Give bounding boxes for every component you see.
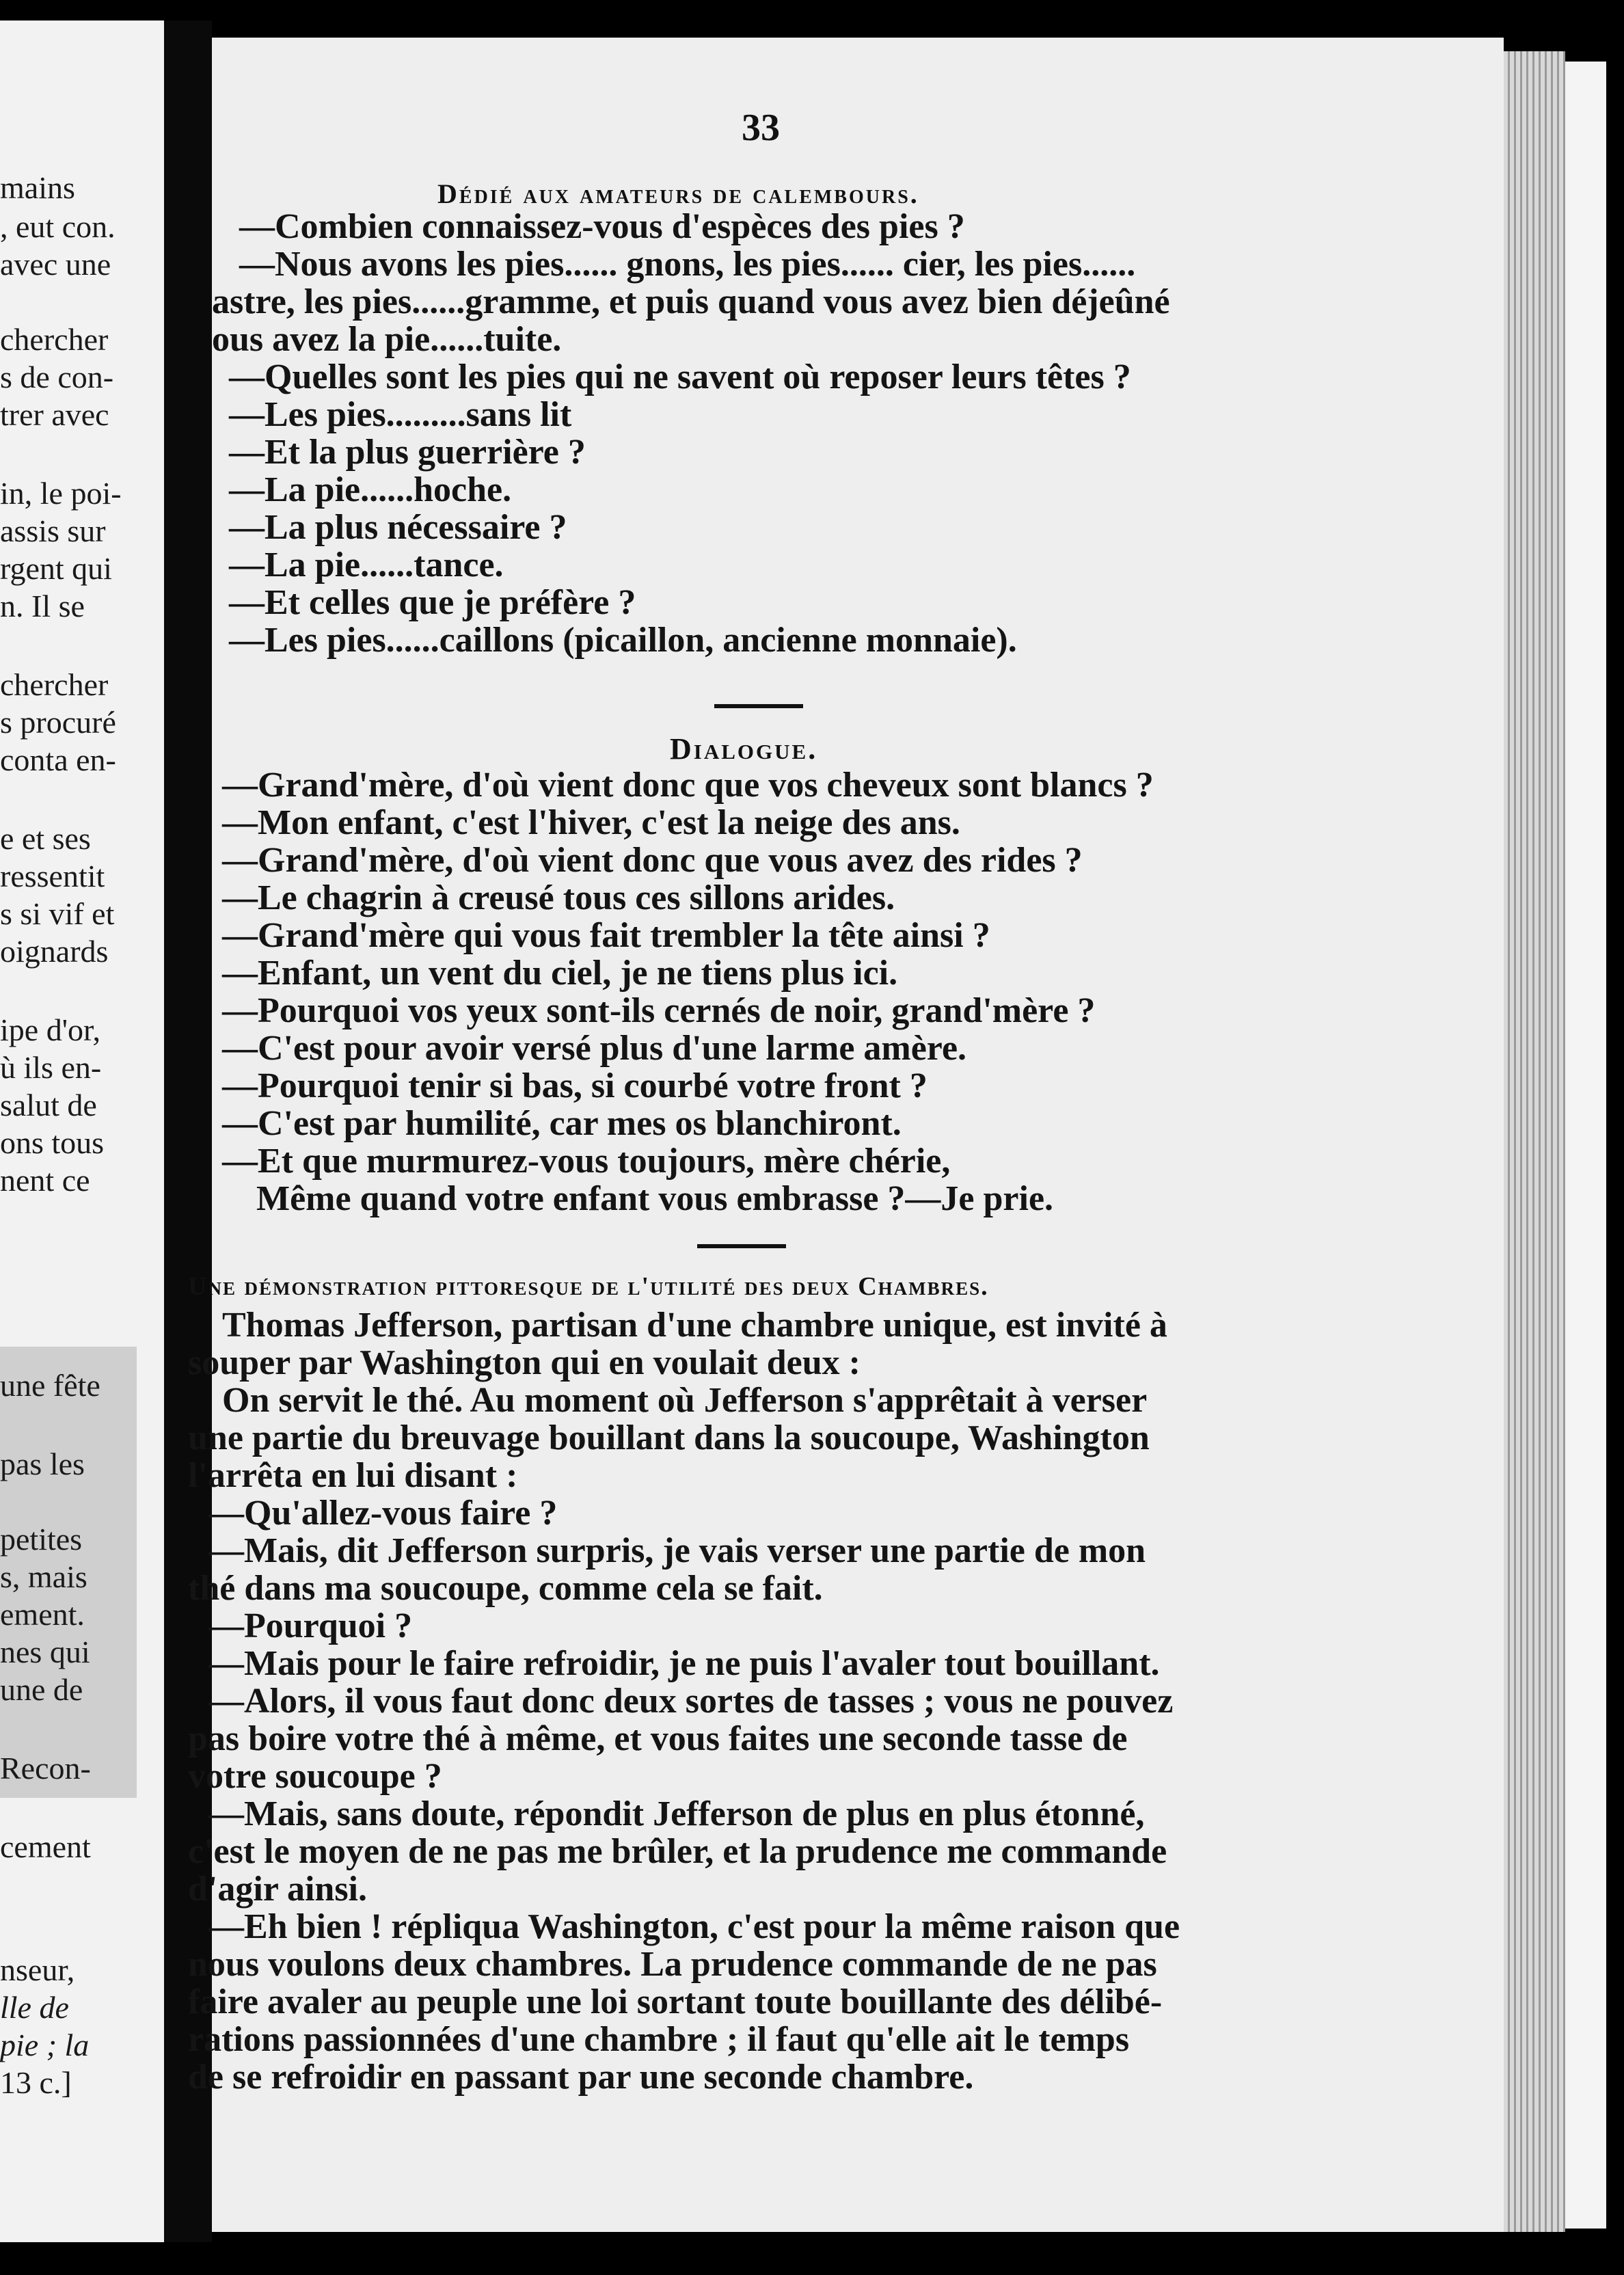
text-line: —Et la plus guerrière ? [229, 433, 586, 472]
text-line: souper par Washington qui en voulait deux : [188, 1343, 861, 1382]
text-line: Thomas Jefferson, partisan d'une chambre unique, est invité à [222, 1306, 1167, 1345]
text-line: votre soucoupe ? [188, 1757, 442, 1796]
text-line: —Combien connaissez-vous d'espèces des pies ? [239, 207, 965, 246]
left-fragment-line: conta en- [0, 742, 116, 777]
left-fragment-line: pie ; la [0, 2028, 90, 2062]
left-fragment-line: e et ses [0, 821, 91, 856]
text-line: thé dans ma soucoupe, comme cela se fait. [188, 1569, 823, 1608]
text-line: rations passionnées d'une chambre ; il faut qu'elle ait le temps [188, 2020, 1130, 2059]
left-fragment-line: ù ils en- [0, 1050, 102, 1085]
section-divider [697, 1244, 786, 1248]
left-fragment-line: assis sur [0, 513, 106, 548]
text-line: nous voulons deux chambres. La prudence commande de ne pas [188, 1945, 1157, 1984]
text-line: —Mais, dit Jefferson surpris, je vais verser une partie de mon [208, 1531, 1146, 1570]
text-line: —Pourquoi tenir si bas, si courbé votre front ? [222, 1066, 928, 1105]
text-line: —Grand'mère, d'où vient donc que vous avez des rides ? [222, 841, 1083, 880]
text-line: —Les pies......caillons (picaillon, ancienne monnaie). [229, 621, 1017, 660]
text-line: ous avez la pie......tuite. [212, 320, 562, 359]
left-fragment-line: avec une [0, 247, 111, 282]
text-line: l'arrêta en lui disant : [188, 1456, 518, 1495]
text-line: —Les pies.........sans lit [229, 395, 572, 434]
left-fragment-line: nent ce [0, 1163, 90, 1198]
left-fragment-line: salut de [0, 1088, 97, 1122]
left-fragment-line: ressentit [0, 859, 105, 893]
left-fragment-line: ons tous [0, 1125, 105, 1160]
left-fragment-line: nes qui [0, 1634, 90, 1669]
text-line: —Et que murmurez-vous toujours, mère chérie, [222, 1142, 951, 1181]
text-line: pas boire votre thé à même, et vous faites une seconde tasse de [188, 1719, 1128, 1758]
text-line: —Mais, sans doute, répondit Jefferson de plus en plus étonné, [208, 1794, 1145, 1833]
left-fragment-line: chercher [0, 667, 109, 702]
text-line: —Grand'mère qui vous fait trembler la tête ainsi ? [222, 916, 990, 955]
left-fragment-line: n. Il se [0, 589, 85, 623]
left-fragment-line: s de con- [0, 360, 114, 394]
text-line: d'agir ainsi. [188, 1870, 368, 1909]
text-line: —Pourquoi vos yeux sont-ils cernés de noir, grand'mère ? [222, 991, 1096, 1030]
text-line: —Mon enfant, c'est l'hiver, c'est la neige des ans. [222, 803, 960, 842]
left-fragment-line: lle de [0, 1990, 69, 2025]
left-fragment-line: s, mais [0, 1559, 87, 1594]
text-line: de se refroidir en passant par une seconde chambre. [188, 2058, 974, 2097]
text-line: —La pie......tance. [229, 546, 504, 584]
left-fragment-line: s si vif et [0, 896, 115, 931]
text-line: —Quelles sont les pies qui ne savent où reposer leurs têtes ? [229, 358, 1131, 396]
left-fragment-line: Recon- [0, 1751, 91, 1786]
section-title-calembours: Dédié aux amateurs de calembours. [437, 178, 919, 209]
left-fragment-line: petites [0, 1522, 83, 1557]
text-line: astre, les pies......gramme, et puis quand vous avez bien déjeûné [212, 282, 1170, 321]
left-fragment-line: rgent qui [0, 551, 112, 586]
section-divider [714, 704, 803, 708]
left-fragment-line: une de [0, 1672, 83, 1707]
text-line: —Pourquoi ? [208, 1606, 413, 1645]
left-fragment-line: une fête [0, 1368, 100, 1403]
section-title-deux-chambres: Une démonstration pittoresque de l'utilité des deux Chambres. [188, 1272, 989, 1301]
left-fragment-line: cement [0, 1829, 91, 1864]
page-edges [1504, 51, 1565, 2232]
text-line: —La plus nécessaire ? [229, 508, 567, 547]
text-line: —Qu'allez-vous faire ? [208, 1494, 558, 1533]
left-fragment-line: mains [0, 170, 75, 205]
text-line: —La pie......hoche. [229, 470, 512, 509]
text-line: On servit le thé. Au moment où Jefferson s'apprêtait à verser [222, 1381, 1148, 1420]
text-line: —C'est par humilité, car mes os blanchiront. [222, 1104, 902, 1143]
left-fragment-line: pas les [0, 1446, 85, 1481]
text-line: —Grand'mère, d'où vient donc que vos cheveux sont blancs ? [222, 766, 1154, 805]
text-line: Même quand votre enfant vous embrasse ?—Je prie. [256, 1179, 1054, 1218]
text-line: —Et celles que je préfère ? [229, 583, 636, 622]
text-line: —Nous avons les pies...... gnons, les pies...... cier, les pies...... [239, 245, 1136, 284]
text-line: —Eh bien ! répliqua Washington, c'est pour la même raison que [208, 1907, 1180, 1946]
left-page-fragment [0, 21, 164, 2242]
text-line: faire avaler au peuple une loi sortant toute bouillante des délibé- [188, 1982, 1163, 2021]
text-line: —Enfant, un vent du ciel, je ne tiens plus ici. [222, 954, 898, 993]
text-line: c'est le moyen de ne pas me brûler, et la prudence me commande [188, 1832, 1167, 1871]
book-page [188, 38, 1504, 2232]
left-fragment-line: s procuré [0, 705, 116, 740]
text-line: —Alors, il vous faut donc deux sortes de tasses ; vous ne pouvez [208, 1682, 1174, 1721]
text-line: —Mais pour le faire refroidir, je ne puis l'avaler tout bouillant. [208, 1644, 1160, 1683]
left-fragment-line: in, le poi- [0, 476, 122, 511]
left-fragment-line: chercher [0, 322, 109, 357]
left-fragment-line: ipe d'or, [0, 1012, 100, 1047]
text-line: —Le chagrin à creusé tous ces sillons arides. [222, 878, 895, 917]
left-fragment-line: ement. [0, 1597, 85, 1632]
page-edges-outer [1565, 62, 1606, 2229]
section-title-dialogue: Dialogue. [670, 732, 818, 766]
left-fragment-line: trer avec [0, 397, 109, 432]
left-fragment-line: nseur, [0, 1952, 75, 1987]
left-fragment-line: 13 c.] [0, 2065, 72, 2100]
page-number: 33 [742, 107, 780, 149]
left-fragment-line: oignards [0, 934, 109, 969]
text-line: —C'est pour avoir versé plus d'une larme amère. [222, 1029, 967, 1068]
text-line: une partie du breuvage bouillant dans la soucoupe, Washington [188, 1418, 1150, 1457]
left-fragment-line: , eut con. [0, 209, 116, 244]
